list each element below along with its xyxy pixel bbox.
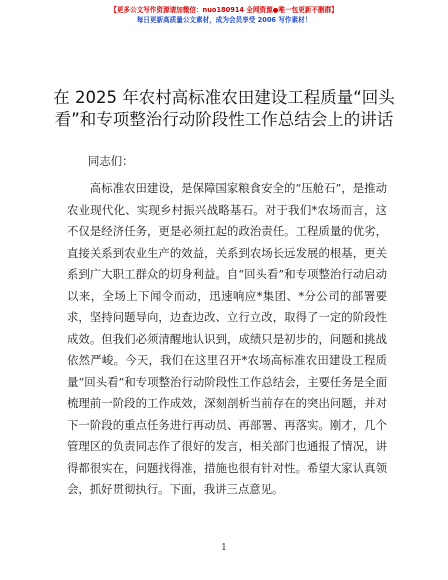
body-paragraph: 高标准农田建设，是保障国家粮食安全的“压舱石”，是推动农业现代化、实现乡村振兴战略基石。对于我们*农场而言，这不仅是经济任务，更是必须扛起的政治责任。工程质量的优劣，直接关系到农业生产的效益，关系到农场长远发展的根基，更关系到广大职工群众的切身利益。自“回头看”和专项整治行动启动以来，全场上下闻令而动，迅速响应*集团、*分公司的部署要求，坚持问题导向，边查边改、立行立改，取得了一定的阶段性成效。但我们必须清醒地认识到，成绩只是初步的，问题和挑战依然严峻。今天，我们在这里召开*农场高标准农田建设工程质量“回头看”和专项整治行动阶段性工作总结会，主要任务是全面梳理前一阶段的工作成效，深刻剖析当前存在的突出问题，并对下一阶段的重点任务进行再动员、再部署、再落实。刚才，几个管理区的负责同志作了很好的发言，相关部门也通报了情况，讲得都很实在，问题找得准，措施也很有针对性。希望大家认真领会，抓好贯彻执行。下面，我讲三点意见。 bbox=[67, 181, 387, 496]
salutation: 同志们： bbox=[88, 154, 134, 168]
promo-banner-line-2: 每日更新高质量公文素材，成为会员享受 2006 写作素材！ bbox=[136, 16, 312, 24]
page-number: 1 bbox=[221, 543, 227, 553]
promo-banner bbox=[0, 5, 448, 25]
document-title: 在 2025 年农村高标准农田建设工程质量“回头看”和专项整治行动阶段性工作总结会上的讲话 bbox=[53, 88, 395, 129]
promo-banner-line-1: 【更多公文写作资源请加微信：nuo180914 全网资源●唯一包更新不删群】 bbox=[110, 6, 338, 14]
